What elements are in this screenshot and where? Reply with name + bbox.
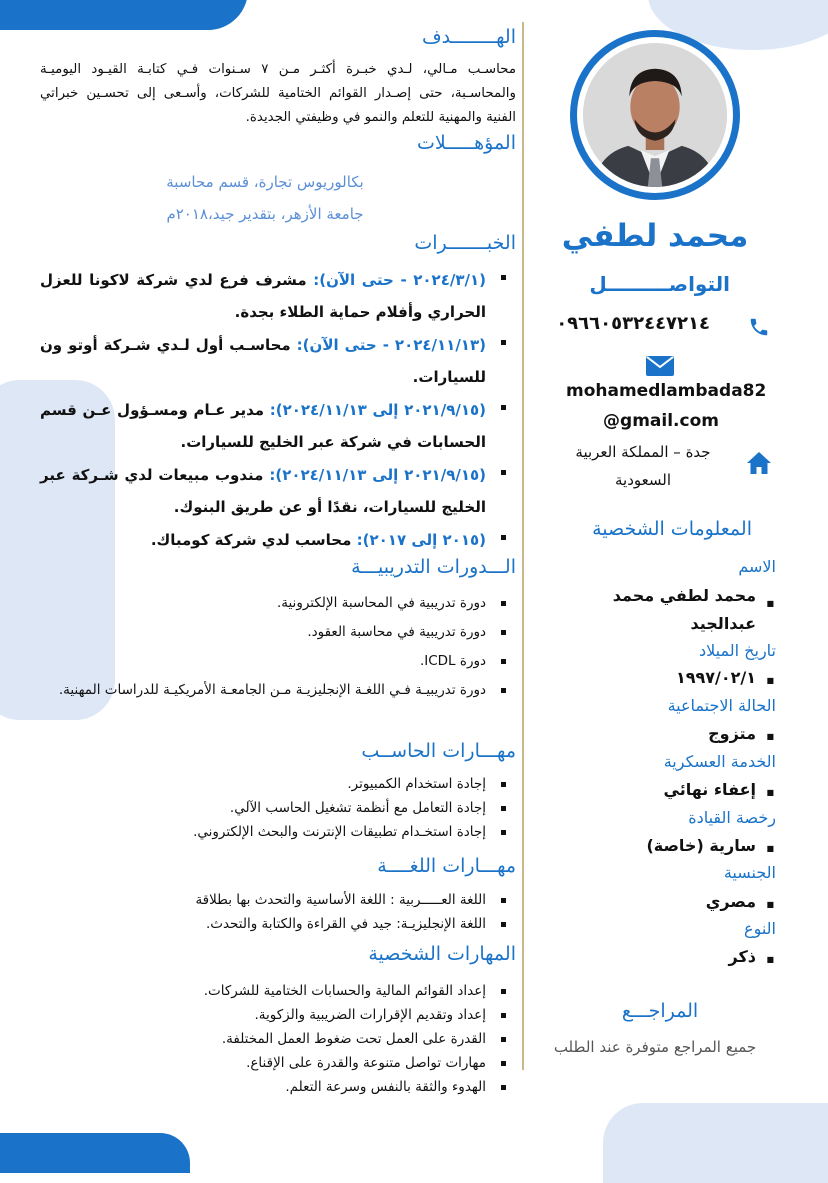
experience-list: [40, 264, 516, 557]
pi-label-military-service: الخدمة العسكرية: [663, 752, 776, 771]
personal-skill-item: الهدوء والثقة بالنفس وسرعة التعلم.: [40, 1075, 516, 1099]
computer-skill-item: إجادة استخدام الكمبيوتر.: [40, 772, 516, 796]
computer-skills-list: [40, 772, 516, 844]
pi-value-driving-license: ■ سارية (خاصة): [646, 836, 756, 855]
pi-value-nationality: ■ مصري: [706, 892, 756, 911]
pi-value-marital-status: ■ متزوج: [708, 724, 756, 743]
mail-icon: [646, 356, 674, 376]
pi-label-birthdate: تاريخ الميلاد: [699, 641, 776, 660]
personal-skill-item: القدرة على العمل تحت ضغوط العمل المختلفة.: [40, 1027, 516, 1051]
language-skill-item: اللغة العـــــربية : اللغة الأساسية والتحدث بها بطلاقة: [40, 888, 516, 912]
pi-label-driving-license: رخصة القيادة: [688, 808, 776, 827]
references-heading: المراجـــع: [621, 1000, 699, 1022]
person-name: محمد لطفي: [561, 218, 749, 254]
training-item: دورة تدريبيـة فـي اللغـة الإنجليزيـة مـن الجامعـة الأمريكيـة للدراسات المهنية.: [40, 676, 516, 705]
pi-label-gender: النوع: [744, 919, 776, 938]
qualifications-heading: المؤهـــــلات: [417, 132, 516, 154]
experience-item: (٢٠٢٤/٣/١ - حتى الآن): مشرف فرع لدي شركة لاكونا للعزل الحراري وأفلام حماية الطلاء بجدة.: [40, 264, 516, 328]
language-skills-list: [40, 888, 516, 936]
pi-label-marital-status: الحالة الاجتماعية: [667, 696, 776, 715]
language-skills-heading: مهـــارات اللغــــة: [377, 855, 516, 877]
pi-label-nationality: الجنسية: [723, 863, 776, 882]
qualifications-list: [120, 166, 410, 230]
decor-shape-bottom-left: [0, 1133, 190, 1173]
experience-heading: الخبـــــــرات: [414, 232, 516, 254]
phone-number: ٠٩٦٦٠٥٣٢٤٤٧٢١٤: [556, 313, 710, 334]
qualification-degree: بكالوريوس تجارة، قسم محاسبة: [166, 173, 364, 191]
objective-heading: الهــــــــدف: [421, 26, 516, 48]
training-list: [40, 589, 516, 705]
training-heading: الـــدورات التدريبيـــة: [351, 556, 516, 578]
training-item: دورة تدريبية في محاسبة العقود.: [40, 618, 516, 647]
experience-item: (٢٠١٥ إلى ٢٠١٧): محاسب لدي شركة كومباك.: [40, 524, 516, 556]
objective-text: محاسـب مـالي، لـدي خبـرة أكثـر مـن ٧ سـنوات فـي كتابـة القيـود اليوميـة والمحاسـبة، حتى إصـدار القوائم الختامية للشركات، وأسـعى إلى تحسـين خبراتي الفنية والمهنية للتعلم والنمو في وظيفتي الجديدة.: [40, 62, 516, 125]
personal-skill-item: إعداد القوائم المالية والحسابات الختامية للشركات.: [40, 979, 516, 1003]
column-divider: [522, 22, 524, 1070]
pi-label-name: الاسم: [738, 557, 776, 576]
personal-skills-list: [40, 979, 516, 1099]
decor-shape-top-left: [0, 0, 248, 30]
personal-skill-item: إعداد وتقديم الإقرارات الضريبية والزكوية.: [40, 1003, 516, 1027]
phone-icon: [748, 316, 770, 338]
training-item: دورة ICDL.: [40, 647, 516, 676]
references-text: جميع المراجع متوفرة عند الطلب: [553, 1038, 757, 1056]
computer-skills-heading: مهـــارات الحاســب: [361, 740, 516, 762]
computer-skill-item: إجادة التعامل مع أنظمة تشغيل الحاسب الآلي.: [40, 796, 516, 820]
pi-value-military-service: ■ إعفاء نهائي: [664, 780, 756, 799]
experience-item: (٢٠٢١/٩/١٥ إلى ٢٠٢٤/١١/١٣): مدير عـام ومسـؤول عـن قسم الحسابات في شركة عبر الخليج للسيارات.: [40, 394, 516, 458]
personal-info-heading: المعلومات الشخصية: [592, 518, 752, 540]
profile-photo-image: [583, 43, 727, 187]
pi-value-gender: ■ ذكر: [729, 947, 756, 966]
contact-heading: التواصـــــــــل: [589, 272, 730, 296]
pi-value-name: ■ محمد لطفي محمد عبدالجيد: [596, 582, 756, 638]
pi-value-birthdate: ■ ١٩٩٧/٠٢/١: [676, 668, 756, 687]
personal-skills-heading: المهارات الشخصية: [368, 943, 516, 965]
experience-item: (٢٠٢٤/١١/١٣ - حتى الآن): محاسـب أول لـدي شـركة أوتو ون للسيارات.: [40, 329, 516, 393]
computer-skill-item: إجادة استخـدام تطبيقات الإنترنت والبحث الإلكتروني.: [40, 820, 516, 844]
experience-item: (٢٠٢١/٩/١٥ إلى ٢٠٢٤/١١/١٣): مندوب مبيعات لدي شـركة عبر الخليج للسيارات، نقدًا أو عن طريق البنوك.: [40, 459, 516, 523]
personal-skill-item: مهارات تواصل متنوعة والقدرة على الإقناع.: [40, 1051, 516, 1075]
language-skill-item: اللغة الإنجليزيـة: جيد في القراءة والكتابة والتحدث.: [40, 912, 516, 936]
qualification-university: جامعة الأزهر، بتقدير جيد،٢٠١٨م: [166, 205, 364, 223]
email-address-line2: @gmail.com: [603, 411, 719, 431]
email-address-line1: mohamedlambada82: [566, 381, 767, 401]
decor-shape-bottom-right: [603, 1103, 828, 1183]
training-item: دورة تدريبية في المحاسبة الإلكترونية.: [40, 589, 516, 618]
address: جدة – المملكة العربية السعودية: [575, 443, 711, 489]
home-icon: [746, 451, 772, 475]
profile-photo: [570, 30, 740, 200]
